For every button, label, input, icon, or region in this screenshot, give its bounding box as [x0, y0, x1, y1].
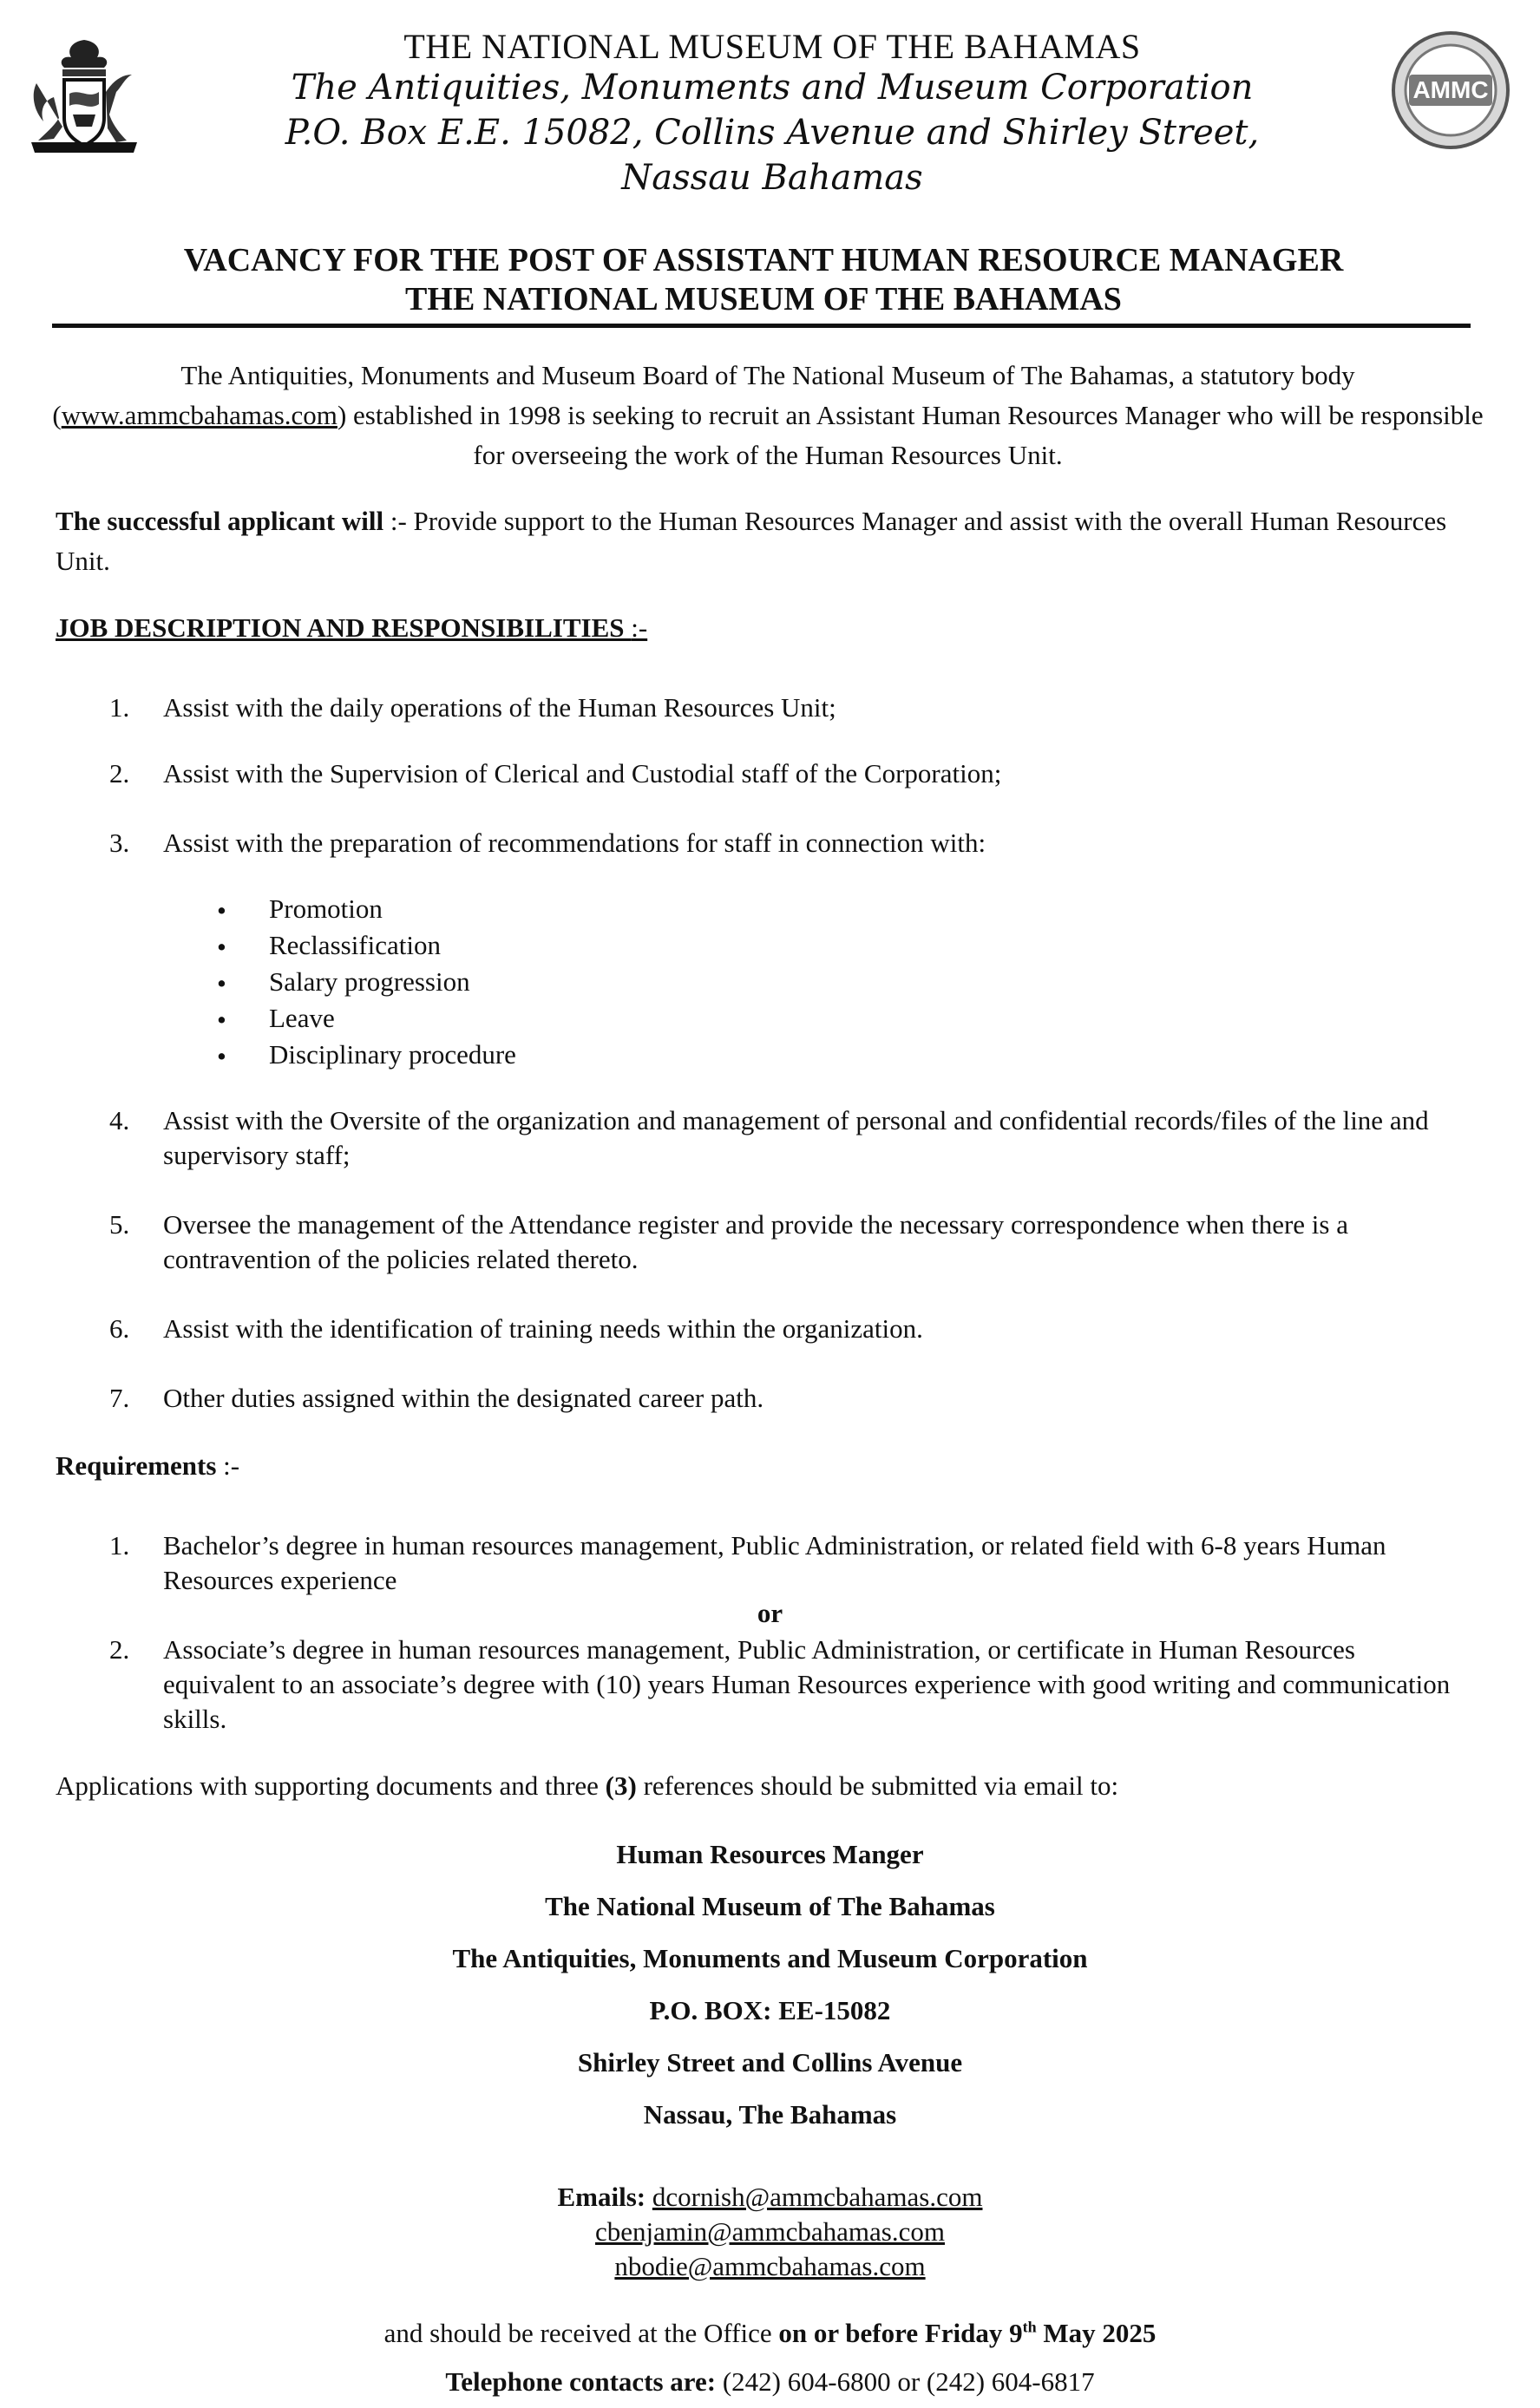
requirements-heading-text: Requirements [56, 1450, 217, 1481]
emails-row [0, 2251, 1540, 2282]
coat-of-arms-icon [19, 31, 149, 161]
address-line: The National Museum of The Bahamas [545, 1891, 995, 1921]
intro-paragraph [52, 356, 1484, 475]
duty-number: 5. [109, 1209, 130, 1240]
telephone-numbers: (242) 604-6800 or (242) 604-6817 [716, 2366, 1095, 2397]
applications-paragraph [56, 1766, 1478, 1806]
address-line: The Antiquities, Monuments and Museum Corporation [452, 1943, 1088, 1973]
vacancy-title: VACANCY FOR THE POST OF ASSISTANT HUMAN RESOURCE MANAGER [183, 242, 1344, 278]
title-divider [52, 324, 1471, 328]
deadline-line [0, 2318, 1540, 2349]
applications-bold-count: (3) [605, 1770, 637, 1801]
duty-number: 6. [109, 1313, 130, 1344]
duty-number: 1. [109, 692, 130, 723]
header-corporation-name: The Antiquities, Monuments and Museum Corporation [291, 68, 1254, 108]
ammc-seal-logo [1390, 29, 1511, 151]
requirement-text: Associate’s degree in human resources management, Public Administration, or certificate in Human Resources equivalent to an associate’s degree with (10) years Human Resources experience with good writing and communication skills. [163, 1634, 1451, 1734]
or-separator: or [757, 1598, 783, 1628]
duty-text: Other duties assigned within the designated career path. [163, 1383, 764, 1413]
requirements-heading [56, 1450, 239, 1482]
job-description-heading [56, 612, 647, 644]
deadline-date-suffix: th [1022, 2318, 1037, 2336]
deadline-date-month: May 2025 [1036, 2318, 1157, 2348]
address-line: Nassau, The Bahamas [643, 2099, 897, 2130]
vacancy-subtitle: THE NATIONAL MUSEUM OF THE BAHAMAS [405, 281, 1122, 317]
duty-text: Assist with the identification of training needs within the organization. [163, 1313, 923, 1344]
duty-text: Assist with the Supervision of Clerical and Custodial staff of the Corporation; [163, 758, 1002, 788]
requirement-number: 2. [109, 1634, 130, 1665]
address-line: Shirley Street and Collins Avenue [577, 2047, 963, 2078]
duty-number: 7. [109, 1383, 130, 1413]
bullet-icon: • [217, 1004, 226, 1035]
bullet-icon: • [217, 932, 226, 962]
duty-number: 4. [109, 1105, 130, 1135]
telephone-line [0, 2366, 1540, 2398]
requirements-heading-suffix: :- [216, 1450, 240, 1481]
requirement-text: Bachelor’s degree in human resources management, Public Administration, or related field with 6-8 years Human Resources experience [163, 1530, 1386, 1595]
job-heading-suffix: :- [631, 612, 648, 643]
svg-text:AMMC: AMMC [1412, 76, 1489, 103]
duty-text: Assist with the preparation of recommendations for staff in connection with: [163, 828, 986, 858]
header-address: P.O. Box E.E. 15082, Collins Avenue and Shirley Street, [285, 113, 1260, 153]
bullet-icon: • [217, 1041, 226, 1071]
emails-row [0, 2182, 1540, 2213]
emails-row [0, 2216, 1540, 2248]
applications-text-start: Applications with supporting documents and three [56, 1770, 606, 1801]
deadline-date-bold: on or before Friday 9 [778, 2318, 1023, 2348]
bullet-icon: • [217, 968, 226, 998]
emails-label: Emails: [557, 2182, 646, 2212]
lead-text: :- Provide support to the Human Resources Manager and assist with the overall Human Resources Unit. [56, 506, 1447, 576]
deadline-text: and should be received at the Office [383, 2318, 779, 2348]
bullet-item: Disciplinary procedure [269, 1039, 516, 1070]
header-city: Nassau Bahamas [621, 158, 923, 198]
duty-text: Oversee the management of the Attendance register and provide the necessary correspondence when there is a contravention of the policies related thereto. [163, 1209, 1348, 1274]
duty-number: 2. [109, 758, 130, 788]
header-museum-name: THE NATIONAL MUSEUM OF THE BAHAMAS [403, 27, 1141, 66]
website-link[interactable]: www.ammcbahamas.com [61, 400, 337, 430]
job-heading-text: JOB DESCRIPTION AND RESPONSIBILITIES [56, 612, 632, 643]
duty-text: Assist with the Oversite of the organization and management of personal and confidential records/files of the line and supervisory staff; [163, 1105, 1429, 1170]
bullet-icon: • [217, 895, 226, 926]
address-line: P.O. BOX: EE-15082 [649, 1995, 891, 2025]
address-line: Human Resources Manger [616, 1839, 924, 1869]
bullet-item: Salary progression [269, 966, 470, 997]
bullet-item: Promotion [269, 893, 383, 924]
bullet-item: Reclassification [269, 930, 441, 960]
intro-text-end: ) established in 1998 is seeking to recruit an Assistant Human Resources Manager who will be responsible for overseeing the work of the Human Resources Unit. [337, 400, 1484, 470]
successful-applicant-paragraph [56, 501, 1478, 581]
telephone-label: Telephone contacts are: [445, 2366, 717, 2397]
requirement-number: 1. [109, 1530, 130, 1561]
duty-text: Assist with the daily operations of the Human Resources Unit; [163, 692, 836, 723]
duty-number: 3. [109, 828, 130, 858]
lead-bold-text: The successful applicant will [56, 506, 384, 536]
intro-text-start: The Antiquities, Monuments and Museum Board of The National Museum of The Bahamas, a statutory body ( [52, 360, 1355, 430]
applications-text-end: references should be submitted via email to: [636, 1770, 1119, 1801]
email-link[interactable]: dcornish@ammcbahamas.com [652, 2182, 983, 2212]
email-link[interactable]: cbenjamin@ammcbahamas.com [595, 2216, 945, 2247]
email-link[interactable]: nbodie@ammcbahamas.com [614, 2251, 926, 2281]
bullet-item: Leave [269, 1003, 335, 1033]
